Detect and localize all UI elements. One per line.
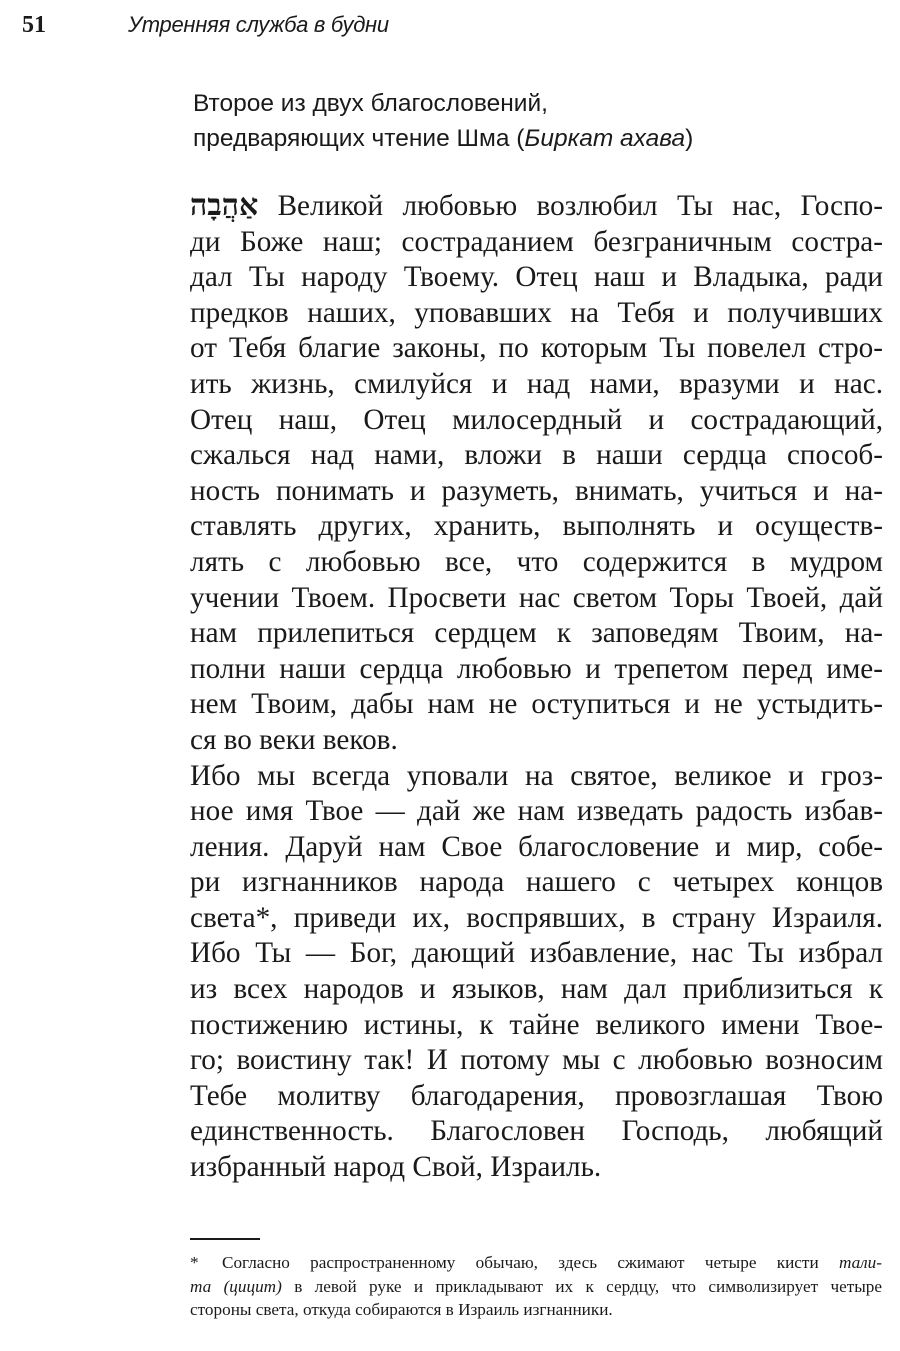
footnote-italic-2: та (цицит) — [190, 1276, 282, 1296]
prayer-line: Ибо мы всегда уповали на святое, великое и гроз- — [190, 759, 883, 792]
prayer-line: постижению истины, к тайне великого имени Твое- — [190, 1008, 883, 1041]
section-title — [193, 86, 873, 156]
footnote — [190, 1251, 882, 1322]
prayer-line: Ибо Ты — Бог, дающий избавление, нас Ты избрал — [190, 937, 883, 970]
footnote-text-1: Согласно распространенному обычаю, здесь сжимают четыре кисти — [222, 1253, 839, 1272]
section-title-suffix: ) — [685, 125, 694, 152]
prayer-line: учении Твоем. Просвети нас светом Торы Твоей, дай — [190, 581, 883, 614]
prayer-line: ставлять других, хранить, выполнять и осуществ- — [190, 510, 883, 543]
prayer-line: сжалься над нами, вложи в наши сердца способ- — [190, 439, 883, 472]
prayer-line: ди Боже наш; состраданием безграничным сострa- — [190, 225, 883, 258]
prayer-line: нем Твоим, дабы нам не оступиться и не устыдить- — [190, 688, 883, 721]
footnote-line-3: стороны света, откуда собираются в Израиль изгнанники. — [190, 1300, 613, 1319]
first-line-text: Великой любовью возлюбил Ты нас, Госпо- — [258, 190, 883, 222]
prayer-line: ления. Даруй нам Свое благословение и мир, собе- — [190, 830, 883, 863]
footnote-italic-1: тали- — [838, 1253, 882, 1272]
prayer-line: дал Ты народу Твоему. Отец наш и Владыка, ради — [190, 261, 883, 294]
page-header — [22, 10, 882, 40]
hebrew-opening-word: אַהֲבָה — [190, 188, 259, 223]
prayer-line: полни наши сердца любовью и трепетом перед име- — [190, 652, 883, 685]
footnote-text-2: в левой руке и прикладывают их к сердцу, что символизирует четыре — [281, 1276, 883, 1296]
prayer-line: из всех народов и языков, нам дал приблизиться к — [190, 973, 883, 1006]
prayer-line: от Тебя благие законы, по которым Ты повелел стро- — [190, 332, 883, 365]
prayer-line: нам прилепиться сердцем к заповедям Твоим, на- — [190, 617, 883, 650]
prayer-line: ри изгнанников народа нашего с четырех концов — [190, 866, 883, 899]
prayer-line: предков наших, уповавших на Тебя и получивших — [190, 296, 883, 329]
running-title: Утренняя служба в будни — [128, 12, 389, 37]
section-title-italic: Биркат ахава — [524, 125, 686, 152]
prayer-text — [190, 188, 883, 1186]
prayer-line: ное имя Твое — дай же нам изведать радость избав- — [190, 795, 883, 828]
prayer-paragraph-1-last-line: ся во веки веков. — [190, 723, 398, 756]
prayer-line: Тебе молитву благодарения, провозглашая Твою — [190, 1079, 883, 1112]
page-number: 51 — [22, 12, 46, 38]
prayer-line: света*, приведи их, воспрявших, в страну Израиля. — [190, 901, 883, 934]
prayer-line: го; воистину так! И потому мы с любовью возносим — [190, 1044, 883, 1077]
prayer-line: единственность. Благословен Господь, любящий — [190, 1115, 883, 1148]
footnote-divider — [190, 1238, 260, 1240]
prayer-paragraph-2-last-line: избранный народ Свой, Израиль. — [190, 1151, 602, 1184]
section-title-line-2 — [193, 121, 873, 156]
section-title-line-1: Второе из двух благословений, — [193, 90, 548, 117]
prayer-line: ить жизнь, смилуйся и над нами, вразуми и нас. — [190, 367, 883, 400]
footnote-line-2 — [190, 1275, 882, 1299]
prayer-line-first — [190, 188, 883, 225]
footnote-line-1 — [190, 1251, 882, 1275]
prayer-line: лять с любовью все, что содержится в мудром — [190, 545, 883, 578]
prayer-line: ность понимать и разуметь, внимать, учиться и на- — [190, 474, 883, 507]
prayer-line: Отец наш, Отец милосердный и сострадающий, — [190, 403, 883, 436]
section-title-prefix: предваряющих чтение Шма ( — [193, 125, 525, 152]
footnote-marker: * — [190, 1253, 199, 1272]
